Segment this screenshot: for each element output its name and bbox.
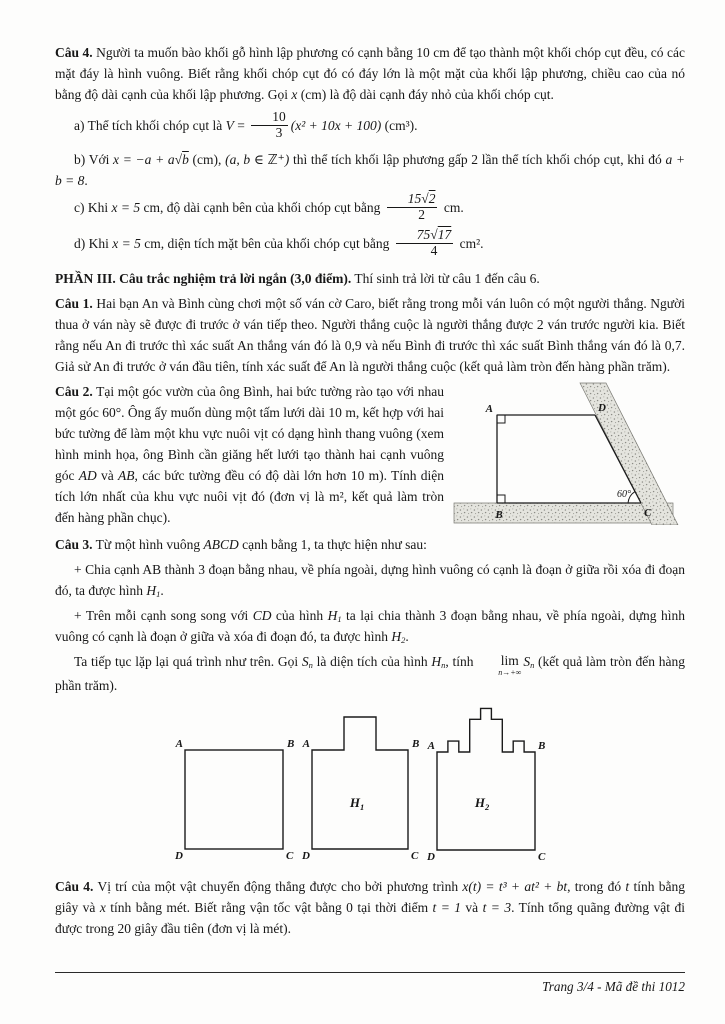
vertex-label-b: B xyxy=(538,739,546,752)
subscript: 2 xyxy=(401,635,406,646)
math-var: x xyxy=(291,87,298,102)
question-4-part2-intro xyxy=(55,42,685,105)
vertex-label-d: D xyxy=(175,849,183,862)
math-var: H xyxy=(146,583,157,599)
figure-h2-label: $H_2$ xyxy=(474,794,490,812)
vertex-label-a: A xyxy=(427,739,435,752)
subscript: n xyxy=(308,660,313,671)
math-var: CD xyxy=(252,608,272,624)
question-1: Câu 1. Hai bạn An và Bình cùng chơi một số ván cờ Caro, biết rằng trong mỗi ván luôn có một người thắng. Người thua ở ván này sẽ được đi trước ở ván tiếp theo. Người thắng cuộc là người thắng được 2 ván trước người kia. Biết rằng nếu An đi trước thì xác suất An thắng ván đó là 0,9 và nếu Bình đi trước thì xác suất Bình thắng ván đó là 0,7. Giả sử An đi trước ở ván đầu tiên, tính xác suất để An là người thắng cuộc (kết quả làm tròn đến hàng phần trăm). xyxy=(55,296,685,375)
q4-statement-b: b) Với x = −a + a√b (cm), (a, b ∈ ℤ⁺) thì thể tích khối lập phương gấp 2 lần thể tích khối chóp cụt, khi đó a + b = 8. xyxy=(55,152,685,189)
question-label: Câu 4. xyxy=(55,45,93,60)
figure-h1-label: $H_1$ xyxy=(349,794,365,812)
vertex-label-c: C xyxy=(644,507,652,520)
vertex-label-b: B xyxy=(495,509,503,522)
question-text: (cm) là độ dài cạnh đáy nhỏ của khối chóp cụt. xyxy=(297,87,554,102)
angle-label: 60° xyxy=(617,489,631,501)
question-3-intro: Câu 3. Từ một hình vuông ABCD cạnh bằng 1, ta thực hiện như sau: xyxy=(55,537,427,553)
q3-closing: Ta tiếp tục lặp lại quá trình như trên. Gọi $S_n$ là diện tích của hình $H_n$, tính lim n→+∞ $S_n$ (kết quả làm tròn đến hàng phần trăm). xyxy=(55,653,685,693)
math-var: S xyxy=(523,654,531,670)
vertex-label-a: A xyxy=(485,403,493,416)
footer-page-info: Trang 3/4 - Mã đề thi 1012 xyxy=(542,979,685,994)
q4-statement-d: d) Khi x = 5 cm, diện tích mặt bên của khối chóp cụt bằng $\frac{75√17}{4}$ cm². xyxy=(74,227,484,258)
vertex-label-b: B xyxy=(412,737,420,750)
bottom-wall xyxy=(454,503,673,523)
math-expression: a + b = 8 xyxy=(55,152,685,189)
math-expression: t = 1 xyxy=(432,899,461,915)
q4-statement-a: a) Thể tích khối chóp cụt là V = $\frac{10}{3}$ (x² + 10x + 100) (cm³). xyxy=(74,109,418,140)
subscript: 1 xyxy=(156,589,161,600)
right-angle-mark-b xyxy=(497,495,505,503)
q4-statement-c: c) Khi x = 5 cm, độ dài cạnh bên của khối chóp cụt bằng $\frac{15√2}{2}$ cm. xyxy=(74,191,464,222)
fraction: $\frac{75√17}{4}$ xyxy=(396,228,453,258)
radicand: 2 xyxy=(428,191,436,207)
math-var: ABCD xyxy=(203,537,239,553)
math-var: AD xyxy=(78,468,97,484)
math-expression: x = 5 xyxy=(112,236,141,252)
math-var: x xyxy=(99,899,106,915)
math-expression: (x² + 10x + 100) xyxy=(290,118,382,134)
vertex-label-a: A xyxy=(302,737,310,750)
question-label: Câu 3. xyxy=(55,537,93,553)
vertex-label-c: C xyxy=(286,849,294,862)
vertex-label-c: C xyxy=(538,850,546,863)
limit-operator: lim n→+∞ xyxy=(498,653,522,677)
subscript: n xyxy=(530,660,535,671)
right-angle-mark-a xyxy=(497,415,505,423)
radicand: 17 xyxy=(437,227,452,243)
vertex-label-b: B xyxy=(287,737,295,750)
math-expression: x = 5 xyxy=(111,200,141,216)
question-3-figures xyxy=(150,702,570,864)
subscript: 1 xyxy=(337,614,342,625)
math-var: AB xyxy=(118,468,135,484)
subscript: n xyxy=(441,660,446,671)
question-label: Câu 2. xyxy=(55,384,93,400)
question-2 xyxy=(55,381,685,528)
math-var: H xyxy=(431,654,442,670)
part3-header: PHẦN III. Câu trắc nghiệm trả lời ngắn (3,0 điểm). Thí sinh trả lời từ câu 1 đến câu 6. xyxy=(55,271,540,287)
vertex-label-d: D xyxy=(598,402,606,415)
radicand: b xyxy=(182,152,189,168)
figure-h2 xyxy=(437,708,535,850)
figure-h1 xyxy=(312,717,408,849)
math-expression: x(t) = t³ + at² + bt xyxy=(462,878,568,894)
vertex-label-d: D xyxy=(302,849,310,862)
math-var: t xyxy=(625,878,630,894)
page-footer xyxy=(55,972,685,997)
q3-step-1: + Chia cạnh AB thành 3 đoạn bằng nhau, về phía ngoài, dựng hình vuông có cạnh là đoạn ở giữa rồi xóa đi đoạn đó, ta được hình $H_1$. xyxy=(55,562,685,600)
math-expression: (a, b ∈ ℤ⁺) xyxy=(225,152,290,168)
q3-step-2: + Trên mỗi cạnh song song với CD của hình $H_1$ ta lại chia thành 3 đoạn bằng nhau, về phía ngoài, dựng hình vuông có cạnh là đoạn ở giữa và xóa đi đoạn đó, ta được hình $H_2$. xyxy=(55,608,685,646)
vertex-label-c: C xyxy=(411,849,419,862)
question-2-text: Câu 2. Tại một góc vườn của ông Bình, hai bức tường rào tạo với nhau một góc 60°. Ông ấy muốn dùng một tấm lưới dài 10 m, kết hợp với hai bức tường để làm một khu vực nuôi vịt có dạng hình thang vuông (xem hình minh họa, ông Bình cần giăng hết lưới tạo thành hai cạnh vuông góc AD và AB, các bức tường đều có độ dài lớn hơn 10 m). Tính diện tích lớn nhất của khu vực nuôi vịt đó (đơn vị là m², kết quả làm tròn đến hàng phần chục). xyxy=(55,384,444,526)
math-var: H xyxy=(391,629,402,645)
vertex-label-a: A xyxy=(175,737,183,750)
question-label: Câu 1. xyxy=(55,296,93,312)
math-expression: t = 3 xyxy=(482,899,512,915)
question-label: Câu 4. xyxy=(55,878,94,894)
question-4-part3: Câu 4. Vị trí của một vật chuyển động thẳng được cho bởi phương trình x(t) = t³ + at² + bt, trong đó t tính bằng giây và x tính bằng mét. Biết rằng vận tốc vật bằng 0 tại thời điểm t = 1 và t = 3. Tính tổng quãng đường vật đi được trong 20 giây đầu tiên (đơn vị là mét). xyxy=(55,878,685,936)
vertex-label-d: D xyxy=(427,850,435,863)
math-var: V xyxy=(225,118,234,134)
math-var: H xyxy=(327,608,338,624)
math-expression: x = −a + a√ xyxy=(113,152,183,168)
part3-title: PHẦN III. Câu trắc nghiệm trả lời ngắn (3,0 điểm). xyxy=(55,271,352,287)
math-var: S xyxy=(301,654,309,670)
question-2-figure xyxy=(452,375,685,525)
fraction: $\frac{10}{3}$ xyxy=(251,110,288,140)
question-text: Người ta muốn bào khối gỗ hình lập phương có cạnh bằng 10 cm để tạo thành một khối chóp cụt đều, có các mặt đáy là hình vuông. Biết rằng khối chóp cụt đó có đáy lớn là một mặt của khối lập phương, chiều cao của nó bằng độ dài cạnh của khối lập phương. Gọi xyxy=(55,45,685,102)
figure-square-abcd xyxy=(185,750,283,849)
fraction: $\frac{15√2}{2}$ xyxy=(387,192,438,222)
